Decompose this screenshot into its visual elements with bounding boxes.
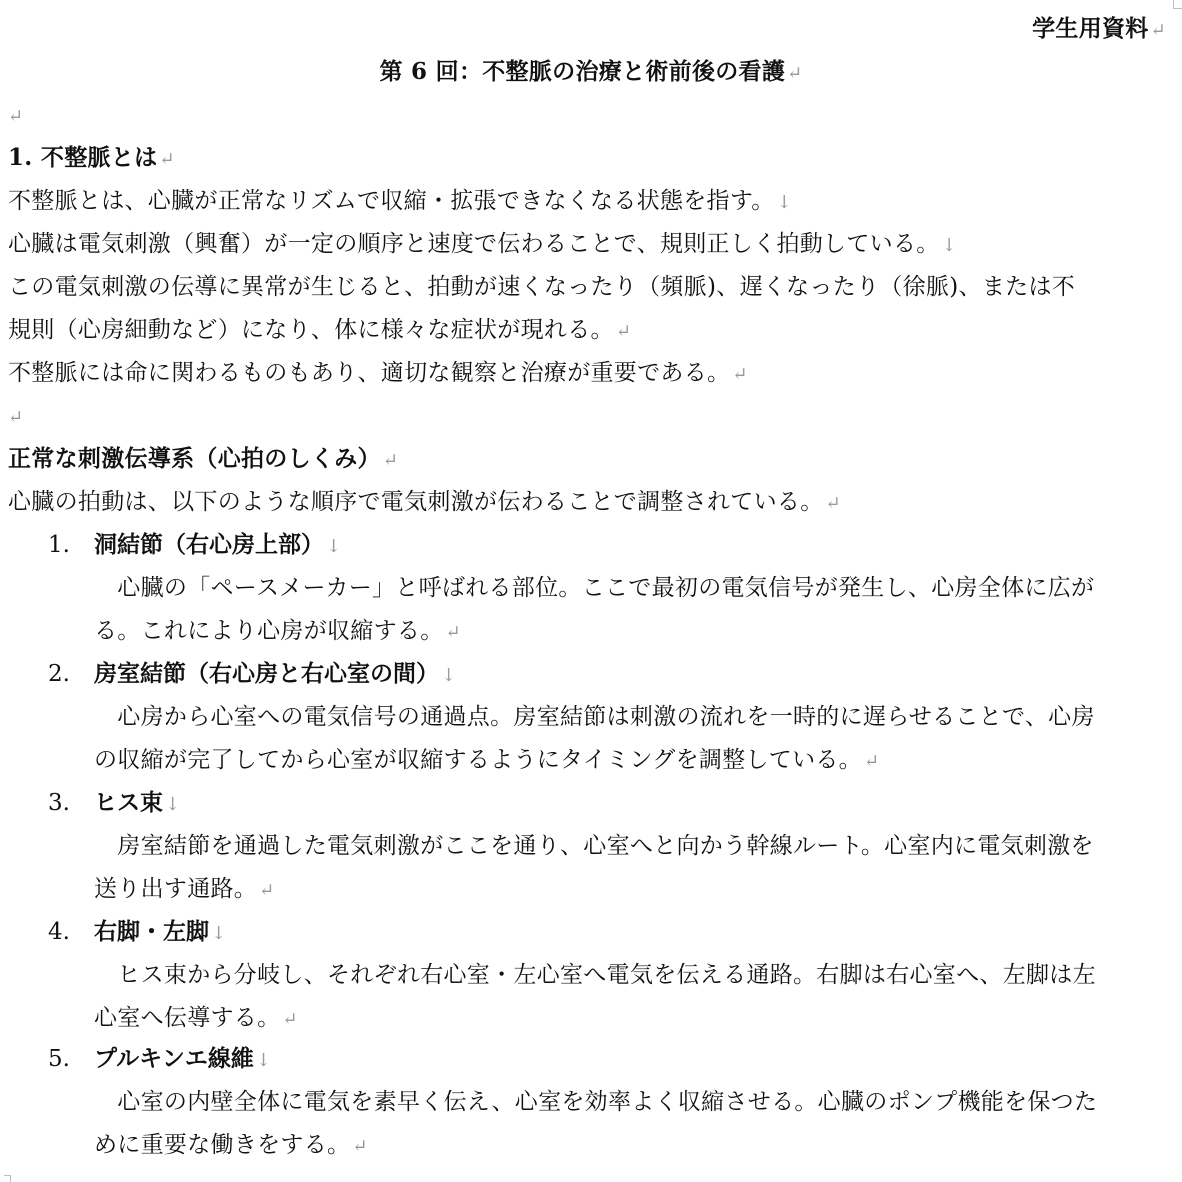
- empty-paragraph: [8, 100, 23, 132]
- paragraph-line: この電気刺激の伝導に異常が生じると、拍動が速くなったり（頻脈)、遅くなったり（徐脈)、または不: [8, 274, 1076, 300]
- list-item-text: ヒス束から分岐し、それぞれ右心室・左心室へ電気を伝える通路。右脚は右心室へ、左脚は左: [94, 962, 1096, 988]
- paragraph-line: 不整脈には命に関わるものもあり、適切な観察と治療が重要である。 ↵: [8, 360, 748, 386]
- paragraph-mark-icon: ↵: [8, 407, 24, 428]
- paragraph-line: 不整脈とは、心臓が正常なリズムで収縮・拡張できなくなる状態を指す。 ↓: [8, 188, 792, 214]
- line-break-mark-icon: ↓: [211, 923, 227, 944]
- paragraph-mark-icon: ↵: [863, 751, 880, 772]
- paragraph-mark-icon: ↵: [825, 493, 841, 514]
- paragraph-mark-icon: ↵: [615, 321, 632, 342]
- page-corner-mark: [1173, 0, 1182, 9]
- paragraph-line: 心臓は電気刺激（興奮）が一定の順序と速度で伝わることで、規則正しく拍動している。 ↓: [8, 231, 957, 257]
- list-item-title: 房室結節（右心房と右心室の間） ↓: [94, 660, 457, 687]
- paragraph-mark-icon: ↵: [352, 1136, 368, 1157]
- list-item-title: 右脚・左脚 ↓: [94, 918, 227, 945]
- section-heading: 1. 不整脈とは ↵: [8, 144, 175, 171]
- list-item-text: る。これにより心房が収縮する。 ↵: [94, 618, 461, 644]
- paragraph-line: 規則（心房細動など）になり、体に様々な症状が現れる。 ↵: [8, 317, 632, 343]
- document-title: 第 6 回：不整脈の治療と術前後の看護 ↵: [379, 58, 803, 85]
- paragraph-mark-icon: ↵: [159, 149, 175, 170]
- paragraph-mark-icon: ↵: [732, 364, 748, 385]
- list-item-text: 心房から心室への電気信号の通過点。房室結節は刺激の流れを一時的に遅らせることで、心房: [94, 704, 1095, 730]
- line-break-mark-icon: ↓: [165, 794, 181, 815]
- list-item-text: 送り出す通路。 ↵: [94, 876, 275, 902]
- paragraph-mark-icon: ↵: [1150, 20, 1166, 41]
- list-number: 2.: [48, 661, 70, 687]
- line-break-mark-icon: ↓: [255, 1050, 271, 1071]
- line-break-mark-icon: ↓: [441, 665, 457, 686]
- list-item-text: めに重要な働きをする。 ↵: [94, 1132, 368, 1158]
- line-break-mark-icon: ↓: [776, 192, 792, 213]
- paragraph-mark-icon: ↵: [259, 880, 275, 901]
- line-break-mark-icon: ↓: [326, 536, 342, 557]
- list-item-title: 洞結節（右心房上部） ↓: [94, 531, 342, 558]
- paragraph-line: 心臓の拍動は、以下のような順序で電気刺激が伝わることで調整されている。 ↵: [8, 489, 841, 515]
- list-item-title: ヒス束 ↓: [94, 789, 181, 816]
- page-corner-mark: [4, 1175, 11, 1182]
- list-item-text: 心室の内壁全体に電気を素早く伝え、心室を効率よく収縮させる。心臓のポンプ機能を保つた: [94, 1089, 1098, 1115]
- list-number: 1.: [48, 532, 70, 558]
- list-number: 4.: [48, 919, 70, 945]
- list-number: 5.: [48, 1046, 70, 1072]
- paragraph-mark-icon: ↵: [445, 622, 461, 643]
- paragraph-mark-icon: ↵: [787, 63, 803, 84]
- list-item-title: プルキンエ線維 ↓: [94, 1045, 271, 1072]
- paragraph-mark-icon: ↵: [282, 1009, 298, 1030]
- list-number: 3.: [48, 790, 70, 816]
- section-heading: 正常な刺激伝導系（心拍のしくみ） ↵: [8, 445, 399, 472]
- list-item-text: 心臓の「ペースメーカー」と呼ばれる部位。ここで最初の電気信号が発生し、心房全体に広が: [94, 575, 1095, 601]
- list-item-text: 心室へ伝導する。 ↵: [94, 1005, 298, 1031]
- line-break-mark-icon: ↓: [941, 235, 957, 256]
- paragraph-mark-icon: ↵: [8, 106, 24, 127]
- empty-paragraph: [8, 401, 23, 433]
- list-item-text: の収縮が完了してから心室が収縮するようにタイミングを調整している。 ↵: [94, 747, 880, 773]
- paragraph-mark-icon: ↵: [382, 450, 399, 471]
- list-item-text: 房室結節を通過した電気刺激がここを通り、心室へと向かう幹線ルート。心室内に電気刺激を: [94, 833, 1094, 859]
- document-label: 学生用資料 ↵: [1032, 15, 1166, 42]
